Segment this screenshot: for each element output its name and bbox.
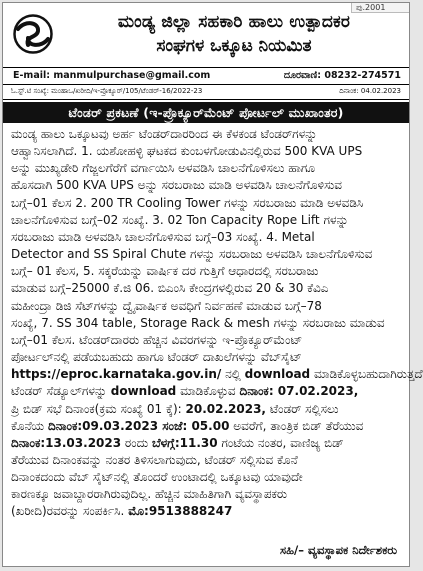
body-text: ಅವರೆಗೆ, ತಾಂತ್ರಿಕ ಬಿಡ್ ತೆರೆಯುವ (229, 418, 364, 433)
body-text: ಬಗ್ಗೆ– 01 ಕೆಲಸ, 5. ಸಕ್ಕರೆಯನ್ನು ವಾರ್ಷಿಕ ದರ ಗುತ್ತಿಗೆ ಆಧಾರದಲ್ಲಿ ಸರಬರಾಜು (11, 264, 319, 279)
body-text: ಟೆಂಡರ್ ಸೆಡ್ಯೂಲ್‌ಗಳನ್ನು (11, 384, 111, 399)
body-line (11, 366, 423, 383)
body-line (11, 486, 402, 503)
body-text: ಬಗ್ಗೆ–01 ಕೆಲಸ. ಟೆಂಡರ್‌ದಾರರು ಹೆಚ್ಚಿನ ವಿವರಗಳನ್ನು ಇ-ಪ್ರೊಕ್ಯೂರ್‌ಮೆಂಟ್ (11, 332, 303, 347)
phone-text: ದೂರವಾಣಿ: 08232-274571 (283, 70, 401, 81)
body-line (11, 349, 402, 366)
body-text: ಟೆಂಡರ್ ಸಲ್ಲಿಸಲು (266, 401, 339, 416)
body-text: ಕಾರಣಕ್ಕೂ ಜವಾಬ್ದಾರರಾಗಿರುವುದಿಲ್ಲ. ಹೆಚ್ಚಿನ ಮಾಹಿತಿಗಾಗಿ ವ್ಯವಸ್ಥಾಪಕರು (11, 487, 288, 502)
body-text: Detector and SS Spiral Chute ಗಳನ್ನು ಸರಬರಾಜು ಅಳವಡಿಸಿ ಚಾಲನೆಗೊಳಿಸುವ (11, 247, 373, 262)
body-text: ಮಾಡುವ ಬಗ್ಗೆ–25000 ಕೆ.ಜಿ 06. ಬಿಎಂಸಿ ಕೇಂದ್ರಗಳಲ್ಲಿರುವ 20 & 30 ಕೆವಿಎ (11, 281, 329, 296)
body-text: ಮೊ:9513888247 (128, 504, 233, 519)
body-text: ಕೊನೆಯ (11, 418, 48, 433)
body-text: ಅನ್ನು ಮುಖ್ಯಡೇರಿ ಗೆಜ್ಜಲಗೆರೆಗೆ ವರ್ಗಾಯಿಸಿ ಅಳವಡಿಸಿ ಚಾಲನೆಗೊಳಿಸಲು ಹಾಗೂ (11, 161, 316, 176)
body-line (11, 401, 402, 418)
body-text: ಸರಬರಾಜು ಮಾಡಿ ಅಳವಡಿಸಿ ಚಾಲನೆಗೊಳಿಸುವ ಬಗ್ಗೆ–03 ಸಂಖ್ಯೆ. 4. Metal (11, 229, 315, 244)
body-text: ಮಾಡಿಕೊಳ್ಳಬಹುದಾಗಿರುತ್ತದೆ (310, 367, 423, 382)
body-line (11, 298, 402, 315)
body-text: ಪ್ರಿ ಬಿಡ್ ಸಭೆ ದಿನಾಂಕ(ಕ್ರಮ ಸಂಖ್ಯೆ 01 ಕ್ಕೆ): (11, 401, 186, 416)
body-line (11, 315, 402, 332)
body-text: ದಿನಾಂಕ:09.03.2023 ಸಂಜೆ: 05.00 (47, 418, 230, 433)
body-text: ಚಾಲನೆಗೊಳಿಸುವ ಬಗ್ಗೆ–02 ಸಂಖ್ಯೆ. 3. 02 Ton Capacity Rope Lift ಗಳನ್ನು (11, 212, 349, 227)
body-text: ಹೊಸದಾಗಿ 500 KVA UPS ಅನ್ನು ಸರಬರಾಜು ಮಾಡಿ ಅಳವಡಿಸಿ ಚಾಲನೆಗೊಳಿಸುವ (11, 178, 342, 193)
page-tab: ಪು.2001 (351, 3, 409, 13)
body-text: download (244, 367, 311, 382)
body-text: 20.02.2023, (185, 401, 266, 416)
body-line (11, 229, 402, 246)
body-text: download (110, 384, 177, 399)
tender-notice (2, 2, 423, 567)
tender-banner: ಟೆಂಡರ್ ಪ್ರಕಟಣೆ (ಇ-ಪ್ರೊಕ್ಯೂರ್‌ಮೆಂಟ್ ಪೋರ್ಟಲ್ ಮುಖಾಂತರ) (3, 102, 409, 123)
body-text: ಮಹೀಂದ್ರಾ ಡಿಜಿ ಸೆಟ್‌ಗಳನ್ನು ದ್ವೈವಾರ್ಷಿಕ ಅವಧಿಗೆ ನಿರ್ವಹಣೆ ಮಾಡುವ ಬಗ್ಗೆ–78 (11, 298, 322, 313)
body-text: ದಿನಾಂಕ:13.03.2023 (11, 435, 122, 450)
body-text: ದಿನಾಂಕದಂದು ವೆಬ್ ಸೈಟ್‌ನಲ್ಲಿ ತೊಂದರೆ ಉಂಟಾದಲ್ಲಿ ಒಕ್ಕೂಟವು ಯಾವುದೇ (11, 470, 303, 485)
body-line (11, 452, 402, 469)
body-line (11, 469, 402, 486)
body-text: ಸಂಖ್ಯೆ, 7. SS 304 table, Storage Rack & mesh ಗಳನ್ನು ಸರಬರಾಜು ಮಾಡುವ (11, 315, 385, 330)
body-text: ಪೋರ್ಟಲ್‌ನಲ್ಲಿ ಪಡೆಯಬಹುದು ಹಾಗೂ ಟೆಂಡರ್ ದಾಖಲೆಗಳನ್ನು ವೆಬ್‌ಸೈಟ್ (11, 350, 302, 365)
body-line (11, 126, 402, 143)
body-line (11, 212, 402, 229)
body-text: ಗಂಟೆಯ ನಂತರ, ವಾಣಿಜ್ಯ ಬಿಡ್ (217, 435, 344, 450)
reference-row (3, 85, 409, 100)
body-text: ನಲ್ಲಿ (221, 367, 245, 382)
body-line (11, 383, 402, 400)
contact-row (3, 68, 409, 85)
notice-body (3, 126, 423, 521)
body-text: ಆಹ್ವಾನಿಸಲಾಗಿದೆ. 1. ಯಶೋಹಳ್ಳಿ ಘಟಕದ ಕುಂಬಳಗೋಡುವಿನಲ್ಲಿರುವ 500 KVA UPS (11, 144, 363, 159)
body-text: ದಿನಾಂಕ: 07.02.2023, (239, 384, 359, 399)
body-line (11, 195, 402, 212)
notice-date: ದಿನಾಂಕ: 04.02.2023 (339, 87, 401, 95)
body-line (11, 246, 402, 263)
reference-number: ಓ.ಸ್ಟ್.ಟಿ ಸಂಖ್ಯೆ: ಮಂಹಾಒ/ಖರೀದಿ/ಇ-ಪ್ರೊಕ್ಯೂರ್/105/ಟೆಂಡರ್-16/2022-23 (11, 87, 203, 95)
body-line (11, 143, 402, 160)
body-text: https://eproc.karnataka.gov.in/ (11, 367, 222, 382)
signature: ಸಹಿ/– ವ್ಯವಸ್ಥಾಪಕ ನಿರ್ದೇಶಕರು (280, 543, 397, 557)
body-line (11, 418, 402, 435)
body-line (11, 263, 402, 280)
body-line (11, 503, 402, 520)
org-name-line2: ಸಂಘಗಳ ಒಕ್ಕೂಟ ನಿಯಮಿತ (156, 36, 312, 56)
notice-header (3, 3, 409, 68)
email-text: E-mail: manmulpurchase@gmail.com (13, 70, 211, 81)
body-text: ಬೆಳಗ್ಗೆ:11.30 (151, 435, 218, 450)
body-text: (ಖರೀದಿ)ರವರನ್ನು ಸಂಪರ್ಕಿಸಿ. (11, 504, 129, 519)
body-text: ರಂದು (121, 435, 152, 450)
body-line (11, 280, 402, 297)
org-name-line1: ಮಂಡ್ಯ ಜಿಲ್ಲಾ ಸಹಕಾರಿ ಹಾಲು ಉತ್ಪಾದಕರ (117, 12, 351, 32)
union-logo-icon (13, 14, 53, 54)
body-text: ಮಂಡ್ಯ ಹಾಲು ಒಕ್ಕೂಟವು ಅರ್ಹ ಟೆಂಡರ್‌ದಾರರಿಂದ ಈ ಕೆಳಕಂಡ ಟೆಂಡರ್‌ಗಳನ್ನು (11, 127, 318, 141)
body-text: ಬಗ್ಗೆ–01 ಕೆಲಸ 2. 200 TR Cooling Tower ಗಳನ್ನು ಸರಬರಾಜು ಮಾಡಿ ಅಳವಡಿಸಿ (11, 195, 364, 210)
body-text: ಮಾಡಿಕೊಳ್ಳುವ (176, 384, 240, 399)
body-line (11, 332, 402, 349)
body-line (11, 435, 402, 452)
body-line (11, 160, 402, 177)
body-text: ತೆರೆಯುವ ದಿನಾಂಕವನ್ನು ನಂತರ ತಿಳಿಸಲಾಗುವುದು, ಟೆಂಡರ್ ಸಲ್ಲಿಸುವ ಕೊನೆ (11, 452, 298, 467)
body-line (11, 177, 402, 194)
